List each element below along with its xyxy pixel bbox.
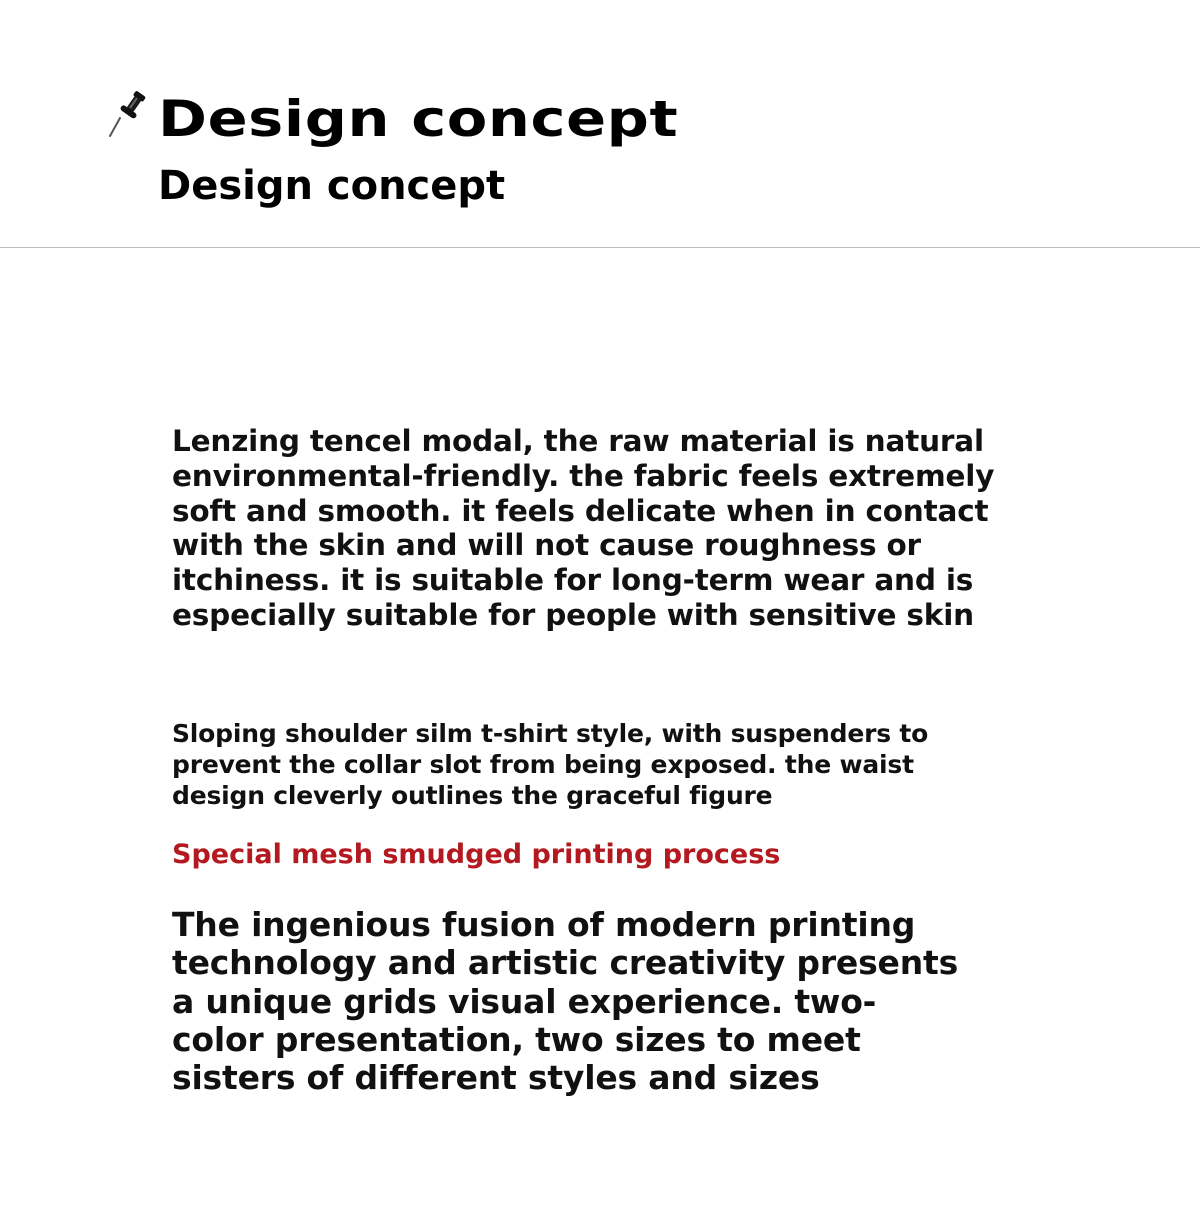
header-section xyxy=(0,0,1200,248)
fabric-description-paragraph: Lenzing tencel modal, the raw material is natural environmental-friendly. the fabric feels extremely soft and smooth. it feels delicate when in contact with the skin and will not cause roughness or itchiness. it is suitable for long-term wear and is especially suitable for people with sensitive skin xyxy=(172,424,995,632)
printing-description-paragraph: The ingenious fusion of modern printing technology and artistic creativity presents a unique grids visual experience. two-color presentation, two sizes to meet sisters of different styles and sizes xyxy=(172,905,959,1098)
page-title-display: Design concept xyxy=(158,90,679,148)
pushpin-icon xyxy=(104,86,148,140)
style-description-paragraph: Sloping shoulder silm t-shirt style, with suspenders to prevent the collar slot from being exposed. the waist design cleverly outlines the graceful figure xyxy=(172,719,929,810)
page-title-subtitle: Design concept xyxy=(158,163,506,209)
printing-process-heading: Special mesh smudged printing process xyxy=(172,839,781,870)
